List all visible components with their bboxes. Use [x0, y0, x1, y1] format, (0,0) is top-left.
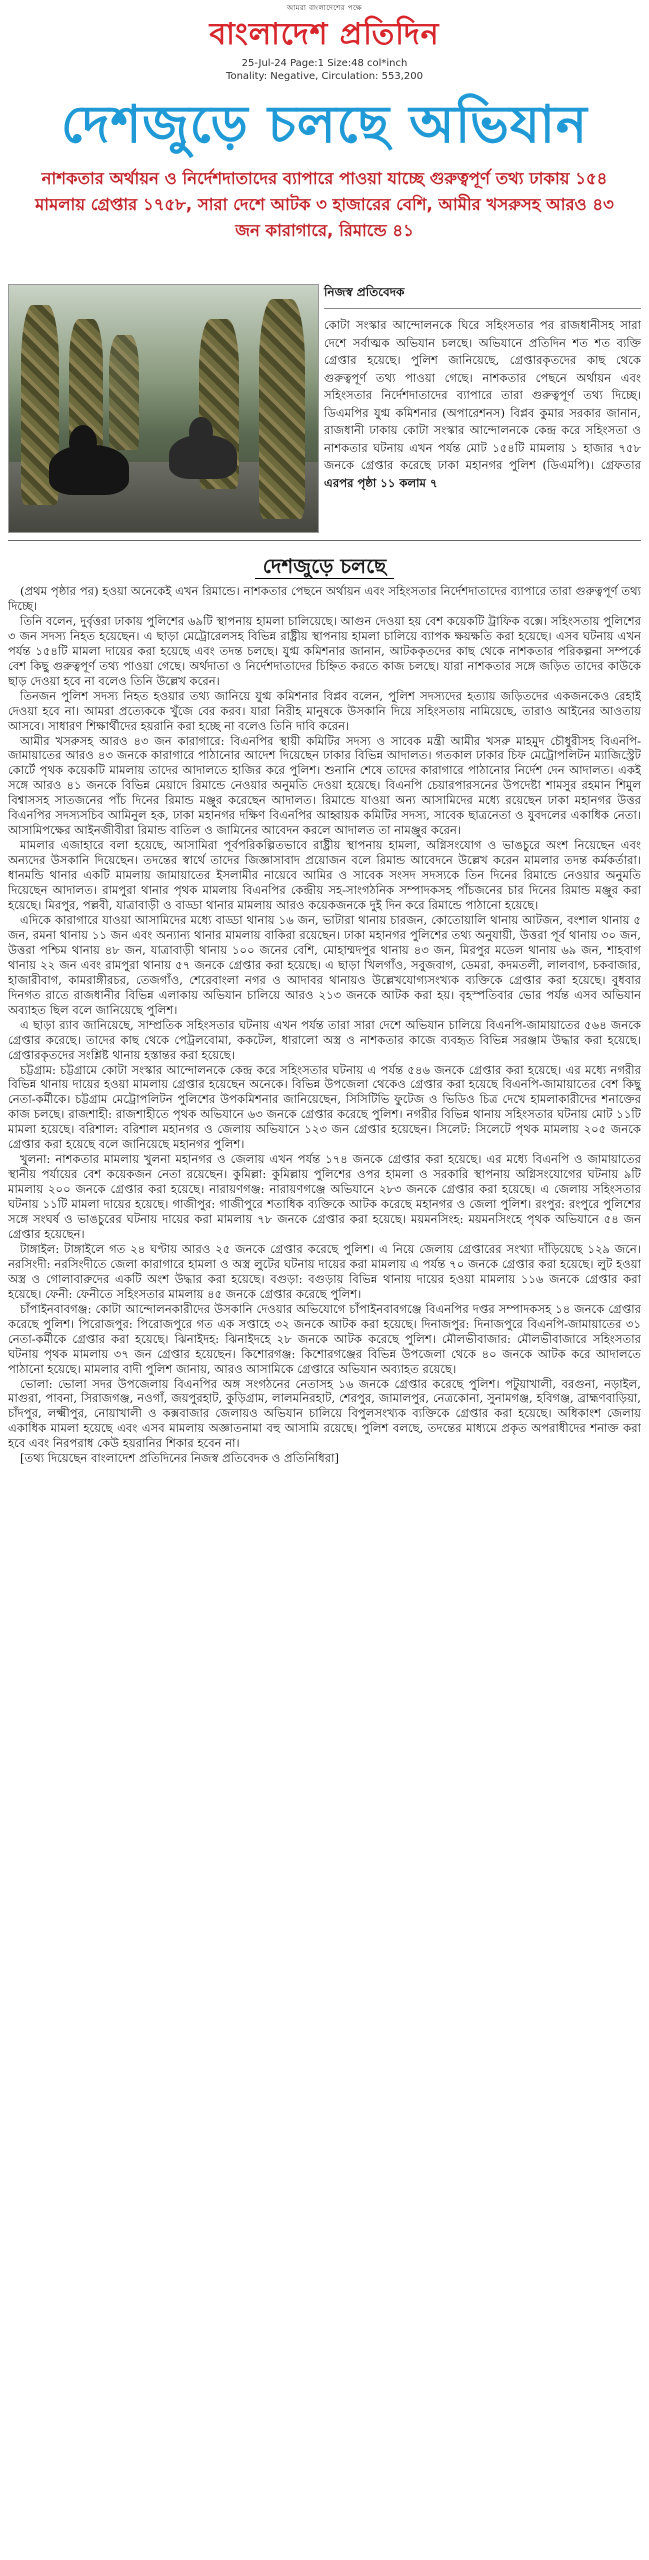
masthead — [0, 0, 649, 84]
clipping-meta-tonality: Tonality: Negative, Circulation: 553,200 — [226, 71, 423, 82]
body-paragraph: আমীর খসরুসহ আরও ৪৩ জন কারাগারে: বিএনপির স্থায়ী কমিটির সদস্য ও সাবেক মন্ত্রী আমীর খসরু মাহমুদ চৌধুরীসহ বিএনপি-জামায়াতের আরও ৪৩ জনকে কারাগারে পাঠানোর আদেশ দিয়েছেন ঢাকার বিভিন্ন আদালত। গতকাল ঢাকার চিফ মেট্রোপলিটন ম্যাজিস্ট্রেট কোর্টে পৃথক কয়েকটি মামলায় তাদের আদালতে হাজির করে পুলিশ। শুনানি শেষে তাদের কারাগারে পাঠানোর নির্দেশ দেন আদালত। একই সঙ্গে আরও ৪১ জনকে বিভিন্ন মেয়াদে রিমান্ডে নেওয়ার অনুমতি দেওয়া হয়েছে। বিএনপি চেয়ারপারসনের উপদেষ্টা শামসুর রহমান শিমুল বিশ্বাসসহ সাতজনের পাঁচ দিনের রিমান্ড মঞ্জুর করেছেন আদালত। রিমান্ডে যাওয়া অন্য আসামিদের মধ্যে রয়েছেন ঢাকা মহানগর উত্তর বিএনপির সদস্যসচিব আমিনুল হক, ঢাকা মহানগর দক্ষিণ বিএনপির আহ্বায়ক কমিটির সদস্য, সাবেক ছাত্রনেতা ও যুবদলের একাধিক নেতা। আসামিপক্ষের আইনজীবীরা রিমান্ড বাতিল ও জামিনের আবেদন করলে আদালত তা নামঞ্জুর করেন। — [8, 733, 641, 838]
body-paragraph: ভোলা: ভোলা সদর উপজেলায় বিএনপির অঙ্গ সংগঠনের নেতাসহ ১৬ জনকে গ্রেপ্তার করেছে পুলিশ। পটুয়াখালী, বরগুনা, নড়াইল, মাগুরা, পাবনা, সিরাজগঞ্জ, নওগাঁ, জয়পুরহাট, কুড়িগ্রাম, লালমনিরহাট, শেরপুর, জামালপুর, নেত্রকোনা, সুনামগঞ্জ, হবিগঞ্জ, ব্রাহ্মণবাড়িয়া, চাঁদপুর, লক্ষ্মীপুর, নোয়াখালী ও কক্সবাজার জেলায়ও অভিযান চালিয়ে বিপুলসংখ্যক ব্যক্তিকে গ্রেপ্তার করা হয়েছে। অধিকাংশ জেলায় একাধিক মামলা হয়েছে এবং এসব মামলায় অজ্ঞাতনামা বহু আসামি রয়েছে। পুলিশ বলছে, তদন্তের মাধ্যমে প্রকৃত অপরাধীদের শনাক্ত করা হবে এবং নিরপরাধ কেউ হয়রানির শিকার হবেন না। — [8, 1376, 641, 1451]
lead-text — [324, 317, 641, 492]
body-paragraph: মামলার এজাহারে বলা হয়েছে, আসামিরা পূর্বপরিকল্পিতভাবে রাষ্ট্রীয় স্থাপনায় হামলা, অগ্নিসংযোগ ও ভাঙচুরে অংশ নিয়েছেন এবং অন্যদের উসকানি দিয়েছেন। তদন্তের স্বার্থে তাদের জিজ্ঞাসাবাদ প্রয়োজন বলে রিমান্ড আবেদনে উল্লেখ করেন মামলার তদন্ত কর্মকর্তারা। ধানমন্ডি থানার একটি মামলায় জামায়াতের ইসলামীর নায়েবে আমির ও সাবেক সংসদ সদস্যকে তিন দিনের রিমান্ডে নেওয়ার অনুমতি দিয়েছেন আদালত। রামপুরা থানার পৃথক মামলায় বিএনপির কেন্দ্রীয় সহ-সাংগঠনিক সম্পাদকসহ পাঁচজনের চার দিনের রিমান্ড মঞ্জুর করা হয়েছে। মিরপুর, পল্লবী, যাত্রাবাড়ী ও বাড্ডা থানার মামলায় আরও কয়েকজনকে দুই দিন করে রিমান্ডে পাঠানো হয়েছে। — [8, 838, 641, 913]
sub-deck: নাশকতার অর্থায়ন ও নির্দেশদাতাদের ব্যাপারে পাওয়া যাচ্ছে গুরুত্বপূর্ণ তথ্য ঢাকায় ১৫৪ মামলায় গ্রেপ্তার ১৭৫৮, সারা দেশে আটক ৩ হাজারের বেশি, আমীর খসরুসহ আরও ৪৩ জন কারাগারে, রিমান্ডে ৪১ — [35, 169, 614, 240]
body-paragraph: তিনি বলেন, দুর্বৃত্তরা ঢাকায় পুলিশের ৬৯টি স্থাপনায় হামলা চালিয়েছে। আগুন দেওয়া হয় বেশ কয়েকটি ট্রাফিক বক্সে। সহিংসতায় পুলিশের ৩ জন সদস্য নিহত হয়েছেন। এ ছাড়া মেট্রোরেলসহ বিভিন্ন রাষ্ট্রীয় স্থাপনায় হামলা চালিয়ে ব্যাপক ক্ষয়ক্ষতি করা হয়েছে। এসব ঘটনায় এখন পর্যন্ত ১৫৪টি মামলা দায়ের করা হয়েছে এবং তদন্ত চলছে। যুগ্ম কমিশনার জানান, আটককৃতদের কাছ থেকে নাশকতার পরিকল্পনা সম্পর্কে বেশ কিছু গুরুত্বপূর্ণ তথ্য পাওয়া গেছে। অর্থদাতা ও নির্দেশদাতাদের চিহ্নিত করতে কাজ চলছে। যারা নাশকতার সঙ্গে জড়িত তাদের কাউকে ছাড় দেওয়া হবে না বলেও তিনি উল্লেখ করেন। — [8, 613, 641, 688]
body-paragraph: চট্টগ্রাম: চট্টগ্রামে কোটা সংস্কার আন্দোলনকে কেন্দ্র করে সহিংসতার ঘটনায় এ পর্যন্ত ৫৪৬ জনকে গ্রেপ্তার করা হয়েছে। এর মধ্যে নগরীর বিভিন্ন থানায় দায়ের হওয়া মামলায় গ্রেপ্তার হয়েছেন অনেকে। বিভিন্ন উপজেলা থেকেও গ্রেপ্তার করা হয়েছে বিএনপি-জামায়াতের বেশ কিছু নেতা-কর্মীকে। চট্টগ্রাম মেট্রোপলিটন পুলিশের উপকমিশনার জানিয়েছেন, সিসিটিভি ফুটেজ ও ভিডিও চিত্র দেখে হামলাকারীদের শনাক্তের কাজ চলছে। রাজশাহী: রাজশাহীতে পৃথক অভিযানে ৬৩ জনকে গ্রেপ্তার করেছে পুলিশ। নগরীর বিভিন্ন থানায় সহিংসতার ঘটনায় মোট ১১টি মামলা হয়েছে। বরিশাল: বরিশাল মহানগর ও জেলায় অভিযানে ১২৩ জন গ্রেপ্তার হয়েছেন। সিলেট: সিলেটে পৃথক মামলায় ২০৫ জনকে গ্রেপ্তার করা হয়েছে বলে জানিয়েছে মহানগর পুলিশ। — [8, 1062, 641, 1152]
body-paragraph: তিনজন পুলিশ সদস্য নিহত হওয়ার তথ্য জানিয়ে যুগ্ম কমিশনার বিপ্লব বলেন, পুলিশ সদস্যদের হত্যায় জড়িতদের একজনকেও রেহাই দেওয়া হবে না। আমরা প্রত্যেককে খুঁজে বের করব। যারা নিরীহ মানুষকে উসকানি দিয়ে সহিংসতায় নামিয়েছে, তারাও আইনের আওতায় আসবে। সাধারণ শিক্ষার্থীদের হয়রানি করা হচ্ছে না বলেও তিনি দাবি করেন। — [8, 688, 641, 733]
body-paragraph: চাঁপাইনবাবগঞ্জ: কোটা আন্দোলনকারীদের উসকানি দেওয়ার অভিযোগে চাঁপাইনবাবগঞ্জে বিএনপির দপ্তর সম্পাদকসহ ১৪ জনকে গ্রেপ্তার করেছে পুলিশ। পিরোজপুর: পিরোজপুরে গত এক সপ্তাহে ৩২ জনকে আটক করা হয়েছে। দিনাজপুর: দিনাজপুরে বিএনপি-জামায়াতের ৩১ নেতা-কর্মীকে গ্রেপ্তার করা হয়েছে। ঝিনাইদহ: ঝিনাইদহে ২৮ জনকে আটক করেছে পুলিশ। মৌলভীবাজার: মৌলভীবাজারে সহিংসতার ঘটনায় পৃথক মামলায় ৩৭ জন গ্রেপ্তার হয়েছেন। কিশোরগঞ্জ: কিশোরগঞ্জের বিভিন্ন উপজেলা থেকে ৪০ জনকে আটক করে আদালতে পাঠানো হয়েছে। মামলার বাদী পুলিশ জানায়, আরও আসামিকে গ্রেপ্তারে অভিযান অব্যাহত রয়েছে। — [8, 1301, 641, 1376]
body-paragraph: (প্রথম পৃষ্ঠার পর) হওয়া অনেকেই এখন রিমান্ডে। নাশকতার পেছনে অর্থায়ন এবং সহিংসতার নির্দেশদাতাদের ব্যাপারে তারা গুরুত্বপূর্ণ তথ্য দিচ্ছে। — [8, 584, 641, 613]
lead-body: কোটা সংস্কার আন্দোলনকে ঘিরে সহিংসতার পর রাজধানীসহ সারা দেশে সর্বাত্মক অভিযান চলছে। অভিযানে প্রতিদিন শত শত ব্যক্তি গ্রেপ্তার হয়েছে। পুলিশ জানিয়েছে, গ্রেপ্তারকৃতদের কাছ থেকে গুরুত্বপূর্ণ তথ্য পাওয়া গেছে। নাশকতার পেছনে অর্থায়ন এবং সহিংসতার নির্দেশদাতাদের ব্যাপারে তারা গুরুত্বপূর্ণ তথ্য দিচ্ছে। ডিএমপির যুগ্ম কমিশনার (অপারেশনস) বিপ্লব কুমার সরকার জানান, রাজধানী ঢাকায় কোটা সংস্কার আন্দোলনকে কেন্দ্র করে সহিংসতা ও নাশকতার ঘটনায় এখন পর্যন্ত মোট ১৫৪টি মামলায় ১ হাজার ৭৫৮ জনকে গ্রেপ্তার করেছে ঢাকা মহানগর পুলিশ (ডিএমপি)। গ্রেফতার — [324, 318, 641, 472]
masthead-tagline: আমরা বাংলাদেশের পক্ষে — [286, 4, 363, 12]
newspaper-logo: বাংলাদেশ প্রতিদিন — [209, 17, 440, 52]
body-paragraph: এদিকে কারাগারে যাওয়া আসামিদের মধ্যে বাড্ডা থানায় ১৬ জন, ভাটারা থানায় চারজন, কোতোয়ালি থানায় আটজন, বংশাল থানায় ৫ জন, রমনা থানায় ১১ জন এবং অন্যান্য থানার মামলায় বাকিরা রয়েছেন। ঢাকা মহানগর পুলিশের তথ্য অনুযায়ী, উত্তরা পূর্ব থানায় ৩০ জন, উত্তরা পশ্চিম থানায় ৪৮ জন, যাত্রাবাড়ী থানায় ১০০ জনের বেশি, মোহাম্মদপুর থানায় ৪৩ জন, মিরপুর মডেল থানায় ৬৯ জন, শাহবাগ থানায় ২২ জন এবং রামপুরা থানায় ৫৭ জনকে গ্রেপ্তার করা হয়েছে। এ ছাড়া খিলগাঁও, সবুজবাগ, ডেমরা, কদমতলী, লালবাগ, চকবাজার, হাজারীবাগ, কামরাঙ্গীরচর, তেজগাঁও, শেরেবাংলা নগর ও আদাবর থানায়ও উল্লেখযোগ্যসংখ্যক ব্যক্তিকে গ্রেপ্তার করা হয়েছে। বুধবার দিনগত রাতে রাজধানীর বিভিন্ন এলাকায় অভিযান চালিয়ে আরও ২১৩ জনকে আটক করা হয়। বৃহস্পতিবার ভোর পর্যন্ত এসব অভিযান অব্যাহত ছিল বলে জানিয়েছে পুলিশ। — [8, 912, 641, 1017]
body-paragraph: খুলনা: নাশকতার মামলায় খুলনা মহানগর ও জেলায় এখন পর্যন্ত ১৭৪ জনকে গ্রেপ্তার করা হয়েছে। এর মধ্যে বিএনপি ও জামায়াতের স্থানীয় পর্যায়ের বেশ কয়েকজন নেতা রয়েছেন। কুমিল্লা: কুমিল্লায় পুলিশের ওপর হামলা ও সরকারি স্থাপনায় অগ্নিসংযোগের ঘটনায় ৯টি মামলায় ২০০ জনকে গ্রেপ্তার করা হয়েছে। নারায়ণগঞ্জ: নারায়ণগঞ্জে অভিযানে ২৮৩ জনকে গ্রেপ্তার করা হয়েছে। এ জেলায় সহিংসতার ঘটনায় ১১টি মামলা দায়ের হয়েছে। গাজীপুর: গাজীপুরে শতাধিক ব্যক্তিকে আটক করেছে মহানগর ও জেলা পুলিশ। রংপুর: রংপুরে পুলিশের সঙ্গে সংঘর্ষ ও ভাঙচুরের ঘটনায় দায়ের করা মামলায় ৭৮ জনকে গ্রেপ্তার করা হয়েছে। ময়মনসিংহ: ময়মনসিংহে পৃথক অভিযানে ৫৪ জন গ্রেপ্তার হয়েছেন। — [8, 1152, 641, 1241]
continuation-body — [8, 584, 641, 2544]
section-divider — [8, 540, 641, 541]
continuation-headline-text: দেশজুড়ে চলছে — [255, 554, 394, 579]
clipping-meta-date: 25-Jul-24 Page:1 Size:48 col*inch — [241, 58, 408, 69]
news-photo-icon — [8, 284, 319, 533]
continuation-headline — [0, 552, 649, 585]
body-paragraph: টাঙ্গাইল: টাঙ্গাইলে গত ২৪ ঘণ্টায় আরও ২৫ জনকে গ্রেপ্তার করেছে পুলিশ। এ নিয়ে জেলায় গ্রেপ্তারের সংখ্যা দাঁড়িয়েছে ১২৯ জনে। নরসিংদী: নরসিংদীতে জেলা কারাগারে হামলা ও অস্ত্র লুটের ঘটনায় দায়ের করা মামলায় এ পর্যন্ত ৭০ জনকে গ্রেপ্তার করা হয়েছে। লুট হওয়া অস্ত্র ও গোলাবারুদের একটি অংশ উদ্ধার করা হয়েছে। বগুড়া: বগুড়ায় বিভিন্ন থানায় দায়ের হওয়া মামলায় ১১৬ জনকে গ্রেপ্তার করা হয়েছে। ফেনী: ফেনীতে সহিংসতার মামলায় ৪৫ জনকে গ্রেপ্তার করেছে পুলিশ। — [8, 1241, 641, 1301]
body-paragraph: এ ছাড়া র‍্যাব জানিয়েছে, সাম্প্রতিক সহিংসতার ঘটনায় এখন পর্যন্ত তারা সারা দেশে অভিযান চালিয়ে বিএনপি-জামায়াতের ৫৬৪ জনকে গ্রেপ্তার করেছে। তাদের কাছ থেকে পেট্রলবোমা, ককটেল, ধারালো অস্ত্র ও নাশকতার কাজে ব্যবহৃত বিভিন্ন সরঞ্জাম উদ্ধার করা হয়েছে। গ্রেপ্তারকৃতদের সংশ্লিষ্ট থানায় হস্তান্তর করা হয়েছে। — [8, 1017, 641, 1062]
continued-on: এরপর পৃষ্ঠা ১১ কলাম ৭ — [324, 475, 438, 490]
banner-headline: দেশজুড়ে চলছে অভিযান — [61, 95, 588, 155]
lead-story — [324, 284, 641, 531]
contributors-note: [তথ্য দিয়েছেন বাংলাদেশ প্রতিদিনের নিজস্ব প্রতিবেদক ও প্রতিনিধিরা] — [20, 1451, 340, 1466]
reporter-byline: নিজস্ব প্রতিবেদক — [324, 284, 641, 309]
